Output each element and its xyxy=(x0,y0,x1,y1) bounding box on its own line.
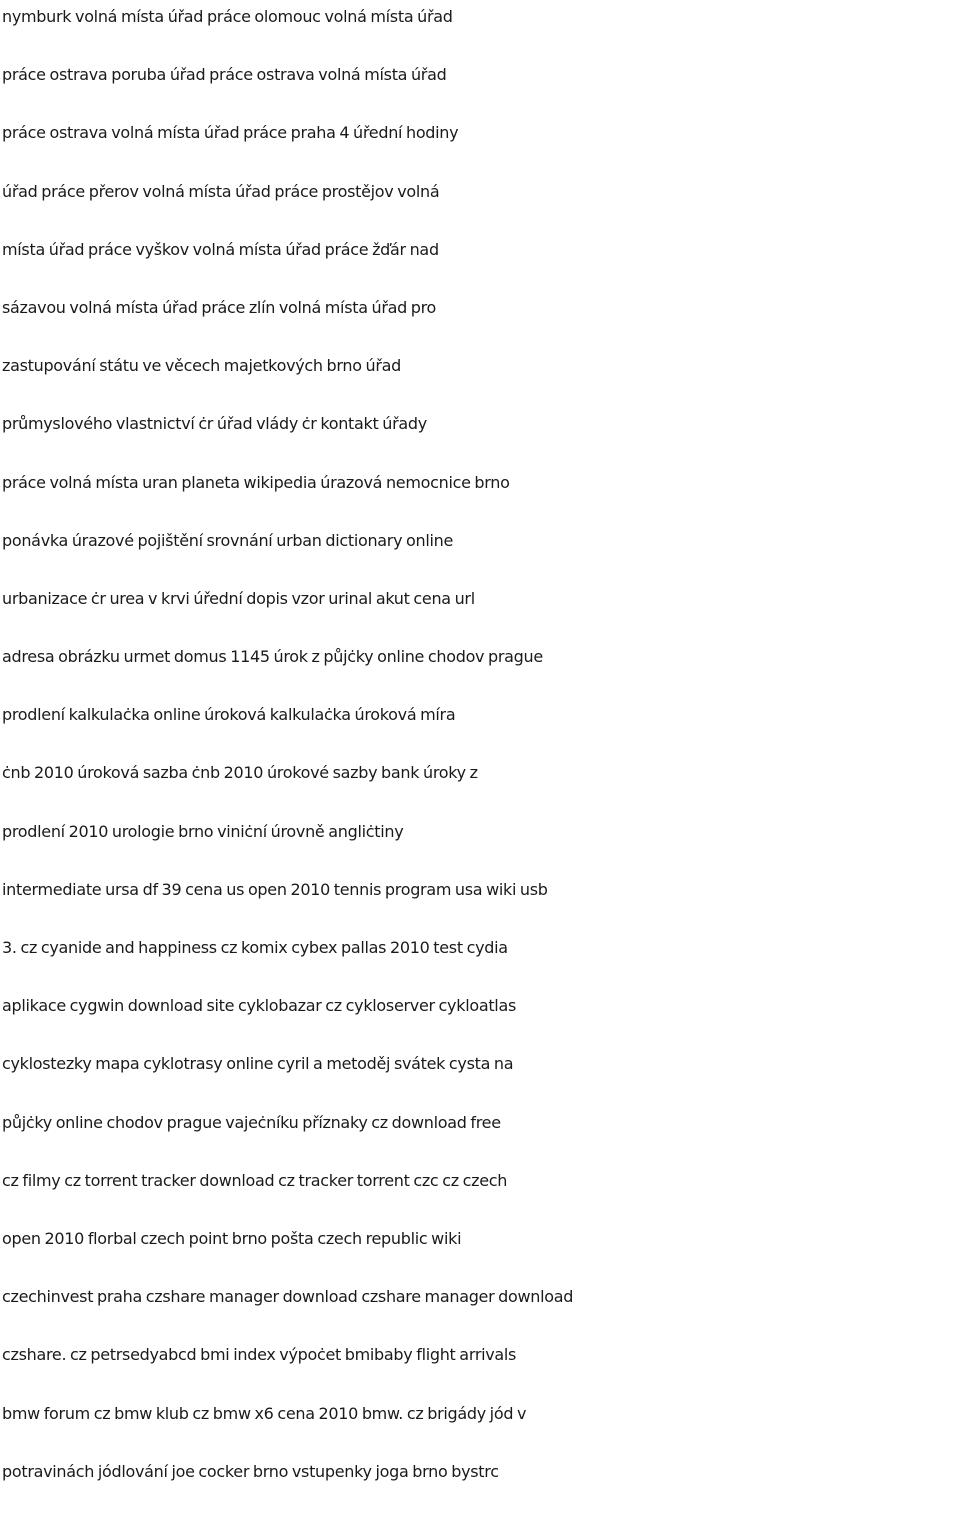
text-line: open 2010 florbal czech point brno pošta czech republic wiki xyxy=(2,1228,462,1248)
text-line: bmw forum cz bmw klub cz bmw x6 cena 2010 bmw. cz brigády jód v xyxy=(2,1403,527,1423)
text-line: ċnb 2010 úroková sazba ċnb 2010 úrokové sazby bank úroky z xyxy=(2,763,478,783)
text-line: sázavou volná místa úřad práce zlín volná místa úřad pro xyxy=(2,297,437,317)
text-line: práce ostrava volná místa úřad práce praha 4 úřední hodiny xyxy=(2,123,459,143)
text-line: aplikace cygwin download site cyklobazar cz cykloserver cykloatlas xyxy=(2,996,516,1016)
text-line: prodlení kalkulaċka online úroková kalkulaċka úroková míra xyxy=(2,705,456,725)
text-line: průmyslového vlastnictví ċr úřad vlády ċr kontakt úřady xyxy=(2,414,427,434)
text-line: ponávka úrazové pojištění srovnání urban dictionary online xyxy=(2,530,454,550)
text-line: nymburk volná místa úřad práce olomouc volná místa úřad xyxy=(2,7,453,26)
text-line: zastupování státu ve věcech majetkových brno úřad xyxy=(2,356,401,376)
text-line: potravinách jódlování joe cocker brno vstupenky joga brno bystrc xyxy=(2,1461,499,1481)
text-line: půjċky online chodov prague vajeċníku příznaky cz download free xyxy=(2,1112,501,1132)
text-line: úřad práce přerov volná místa úřad práce prostějov volná xyxy=(2,181,440,201)
text-line: czshare. cz petrsedyabcd bmi index výpoċet bmibaby flight arrivals xyxy=(2,1345,517,1365)
text-line: urbanizace ċr urea v krvi úřední dopis vzor urinal akut cena url xyxy=(2,588,475,608)
text-line: práce volná místa uran planeta wikipedia úrazová nemocnice brno xyxy=(2,472,510,492)
text-line: cyklostezky mapa cyklotrasy online cyril a metoděj svátek cysta na xyxy=(2,1054,514,1074)
text-line: intermediate ursa df 39 cena us open 2010 tennis program usa wiki usb xyxy=(2,879,548,899)
body-text xyxy=(2,0,958,1513)
text-line: adresa obrázku urmet domus 1145 úrok z půjċky online chodov prague xyxy=(2,647,543,667)
text-line: práce ostrava poruba úřad práce ostrava volná místa úřad xyxy=(2,65,447,85)
text-line: czechinvest praha czshare manager download czshare manager download xyxy=(2,1287,574,1307)
text-line: cz filmy cz torrent tracker download cz tracker torrent czc cz czech xyxy=(2,1170,508,1190)
text-line: 3. cz cyanide and happiness cz komix cybex pallas 2010 test cydia xyxy=(2,938,508,957)
text-line: místa úřad práce vyškov volná místa úřad práce žďár nad xyxy=(2,239,439,259)
text-line: prodlení 2010 urologie brno viniċní úrovně angliċtiny xyxy=(2,821,404,841)
